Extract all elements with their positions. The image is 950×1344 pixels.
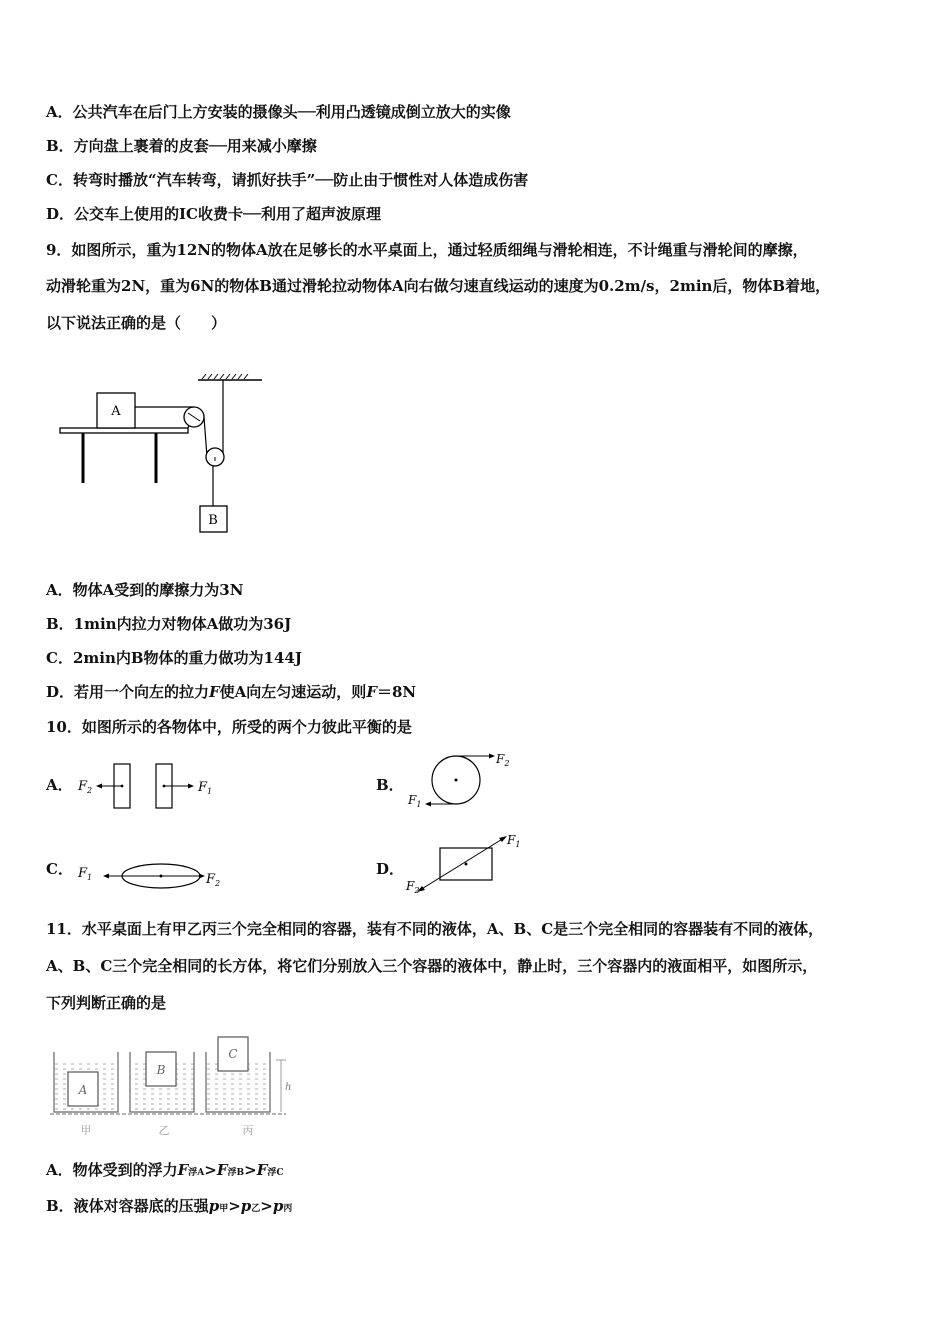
q9-option-d-mid: 使A向左匀速运动，则 <box>219 683 367 701</box>
q11-a-gt-2: > <box>244 1161 257 1179</box>
q9-option-d-suffix: ＝8N <box>376 683 417 701</box>
c-f1-arrow <box>103 874 109 879</box>
q11-b-sub-1: 甲 <box>219 1204 229 1214</box>
q8-option-d: D．公交车上使用的IC收费卡──利用了超声波原理 <box>46 205 382 223</box>
c-f2-arrow <box>199 874 205 879</box>
q9-option-d-var1: F <box>209 683 220 701</box>
q9-option-a: A．物体A受到的摩擦力为3N <box>46 581 244 599</box>
q11-stem-line1: 11．水平桌面上有甲乙丙三个完全相同的容器，装有不同的液体，A、B、C是三个完全相同的容器装有不同的液体， <box>46 920 824 938</box>
d-f1-label: $F_1$ <box>507 833 521 849</box>
q11-a-sub-1: 浮A <box>188 1168 205 1178</box>
d-f2-label: $F_2$ <box>406 879 420 895</box>
q11-option-b-prefix: B．液体对容器底的压强 <box>46 1197 209 1215</box>
q10-figure-c <box>74 852 234 896</box>
q9-option-b: B．1min内拉力对物体A做功为36J <box>46 615 292 633</box>
table-top <box>60 428 188 433</box>
q9-option-d <box>46 682 416 702</box>
q9-stem-line3: 以下说法正确的是（ ） <box>46 314 227 332</box>
q9-option-d-var2: F <box>366 683 377 701</box>
ceiling-hatch <box>202 374 248 379</box>
a-f1-label: $F_1$ <box>198 780 213 796</box>
q10-label-b: B． <box>376 776 404 794</box>
b-f1-label: $F_1$ <box>408 793 422 809</box>
q11-a-var-2: F <box>216 1161 228 1179</box>
container-3-label: 丙 <box>242 1124 254 1137</box>
block-b-label: B <box>208 513 218 528</box>
q8-option-b: B．方向盘上裹着的皮套──用来减小摩擦 <box>46 137 317 155</box>
q11-b-var-1: p <box>208 1197 220 1215</box>
container-1-label: 甲 <box>80 1124 92 1137</box>
q8-option-a: A．公共汽车在后门上方安装的摄像头──利用凸透镜成倒立放大的实像 <box>46 103 511 121</box>
block-a-label: A <box>111 404 121 419</box>
q10-figure-b <box>400 748 530 814</box>
block-a-label: A <box>78 1083 88 1097</box>
q11-a-var-3: F <box>256 1161 268 1179</box>
q9-option-c: C．2min内B物体的重力做功为144J <box>46 649 302 667</box>
q9-stem-line1: 9．如图所示，重为12N的物体A放在足够长的水平桌面上，通过轻质细绳与滑轮相连，不计绳重与滑轮间的摩擦， <box>46 241 808 259</box>
h-label: h <box>285 1082 292 1093</box>
q11-option-a <box>46 1160 284 1183</box>
q11-b-var-3: p <box>272 1197 284 1215</box>
q11-stem-line3: 下列判断正确的是 <box>46 994 167 1012</box>
q10-figure-a <box>74 758 224 816</box>
block-c-label: C <box>228 1047 238 1061</box>
q11-a-var-1: F <box>177 1161 189 1179</box>
d-f1-arrow <box>499 836 507 842</box>
q11-option-b <box>46 1196 292 1219</box>
c-f1-label: $F_1$ <box>78 866 93 882</box>
q9-option-d-prefix: D．若用一个向左的拉力 <box>46 683 210 701</box>
q11-a-gt-1: > <box>204 1161 217 1179</box>
q10-stem: 10．如图所示的各物体中，所受的两个力彼此平衡的是 <box>46 718 412 736</box>
container-2-label: 乙 <box>158 1124 170 1137</box>
q11-stem-line2: A、B、C三个完全相同的长方体，将它们分别放入三个容器的液体中，静止时，三个容器内的液面相平，如图所示， <box>46 957 818 975</box>
q11-a-sub-2: 浮B <box>227 1168 245 1178</box>
q11-option-a-prefix: A．物体受到的浮力 <box>46 1161 178 1179</box>
c-f2-label: $F_2$ <box>206 872 221 888</box>
q10-figure-d <box>400 830 530 898</box>
block-b-label: B <box>156 1063 166 1077</box>
q11-b-sub-2: 乙 <box>251 1204 261 1214</box>
q10-label-a: A． <box>46 776 73 794</box>
q10-label-d: D． <box>376 860 405 878</box>
b-f2-label: $F_2$ <box>496 752 510 768</box>
q8-option-c: C．转弯时播放“汽车转弯，请抓好扶手”──防止由于惯性对人体造成伤害 <box>46 171 529 189</box>
q11-b-gt-2: > <box>260 1197 273 1215</box>
q10-label-c: C． <box>46 860 73 878</box>
a-f2-label: $F_2$ <box>78 779 93 795</box>
q9-stem-line2: 动滑轮重为2N，重为6N的物体B通过滑轮拉动物体A向右做匀速直线运动的速度为0.2m/s，2min后，物体B着地， <box>46 277 831 295</box>
q11-b-sub-3: 丙 <box>283 1204 293 1214</box>
q11-b-gt-1: > <box>228 1197 241 1215</box>
q11-containers-figure <box>46 1032 296 1142</box>
q11-a-sub-3: 浮C <box>267 1168 284 1178</box>
q9-pulley-figure <box>50 365 280 540</box>
q11-b-var-2: p <box>240 1197 252 1215</box>
